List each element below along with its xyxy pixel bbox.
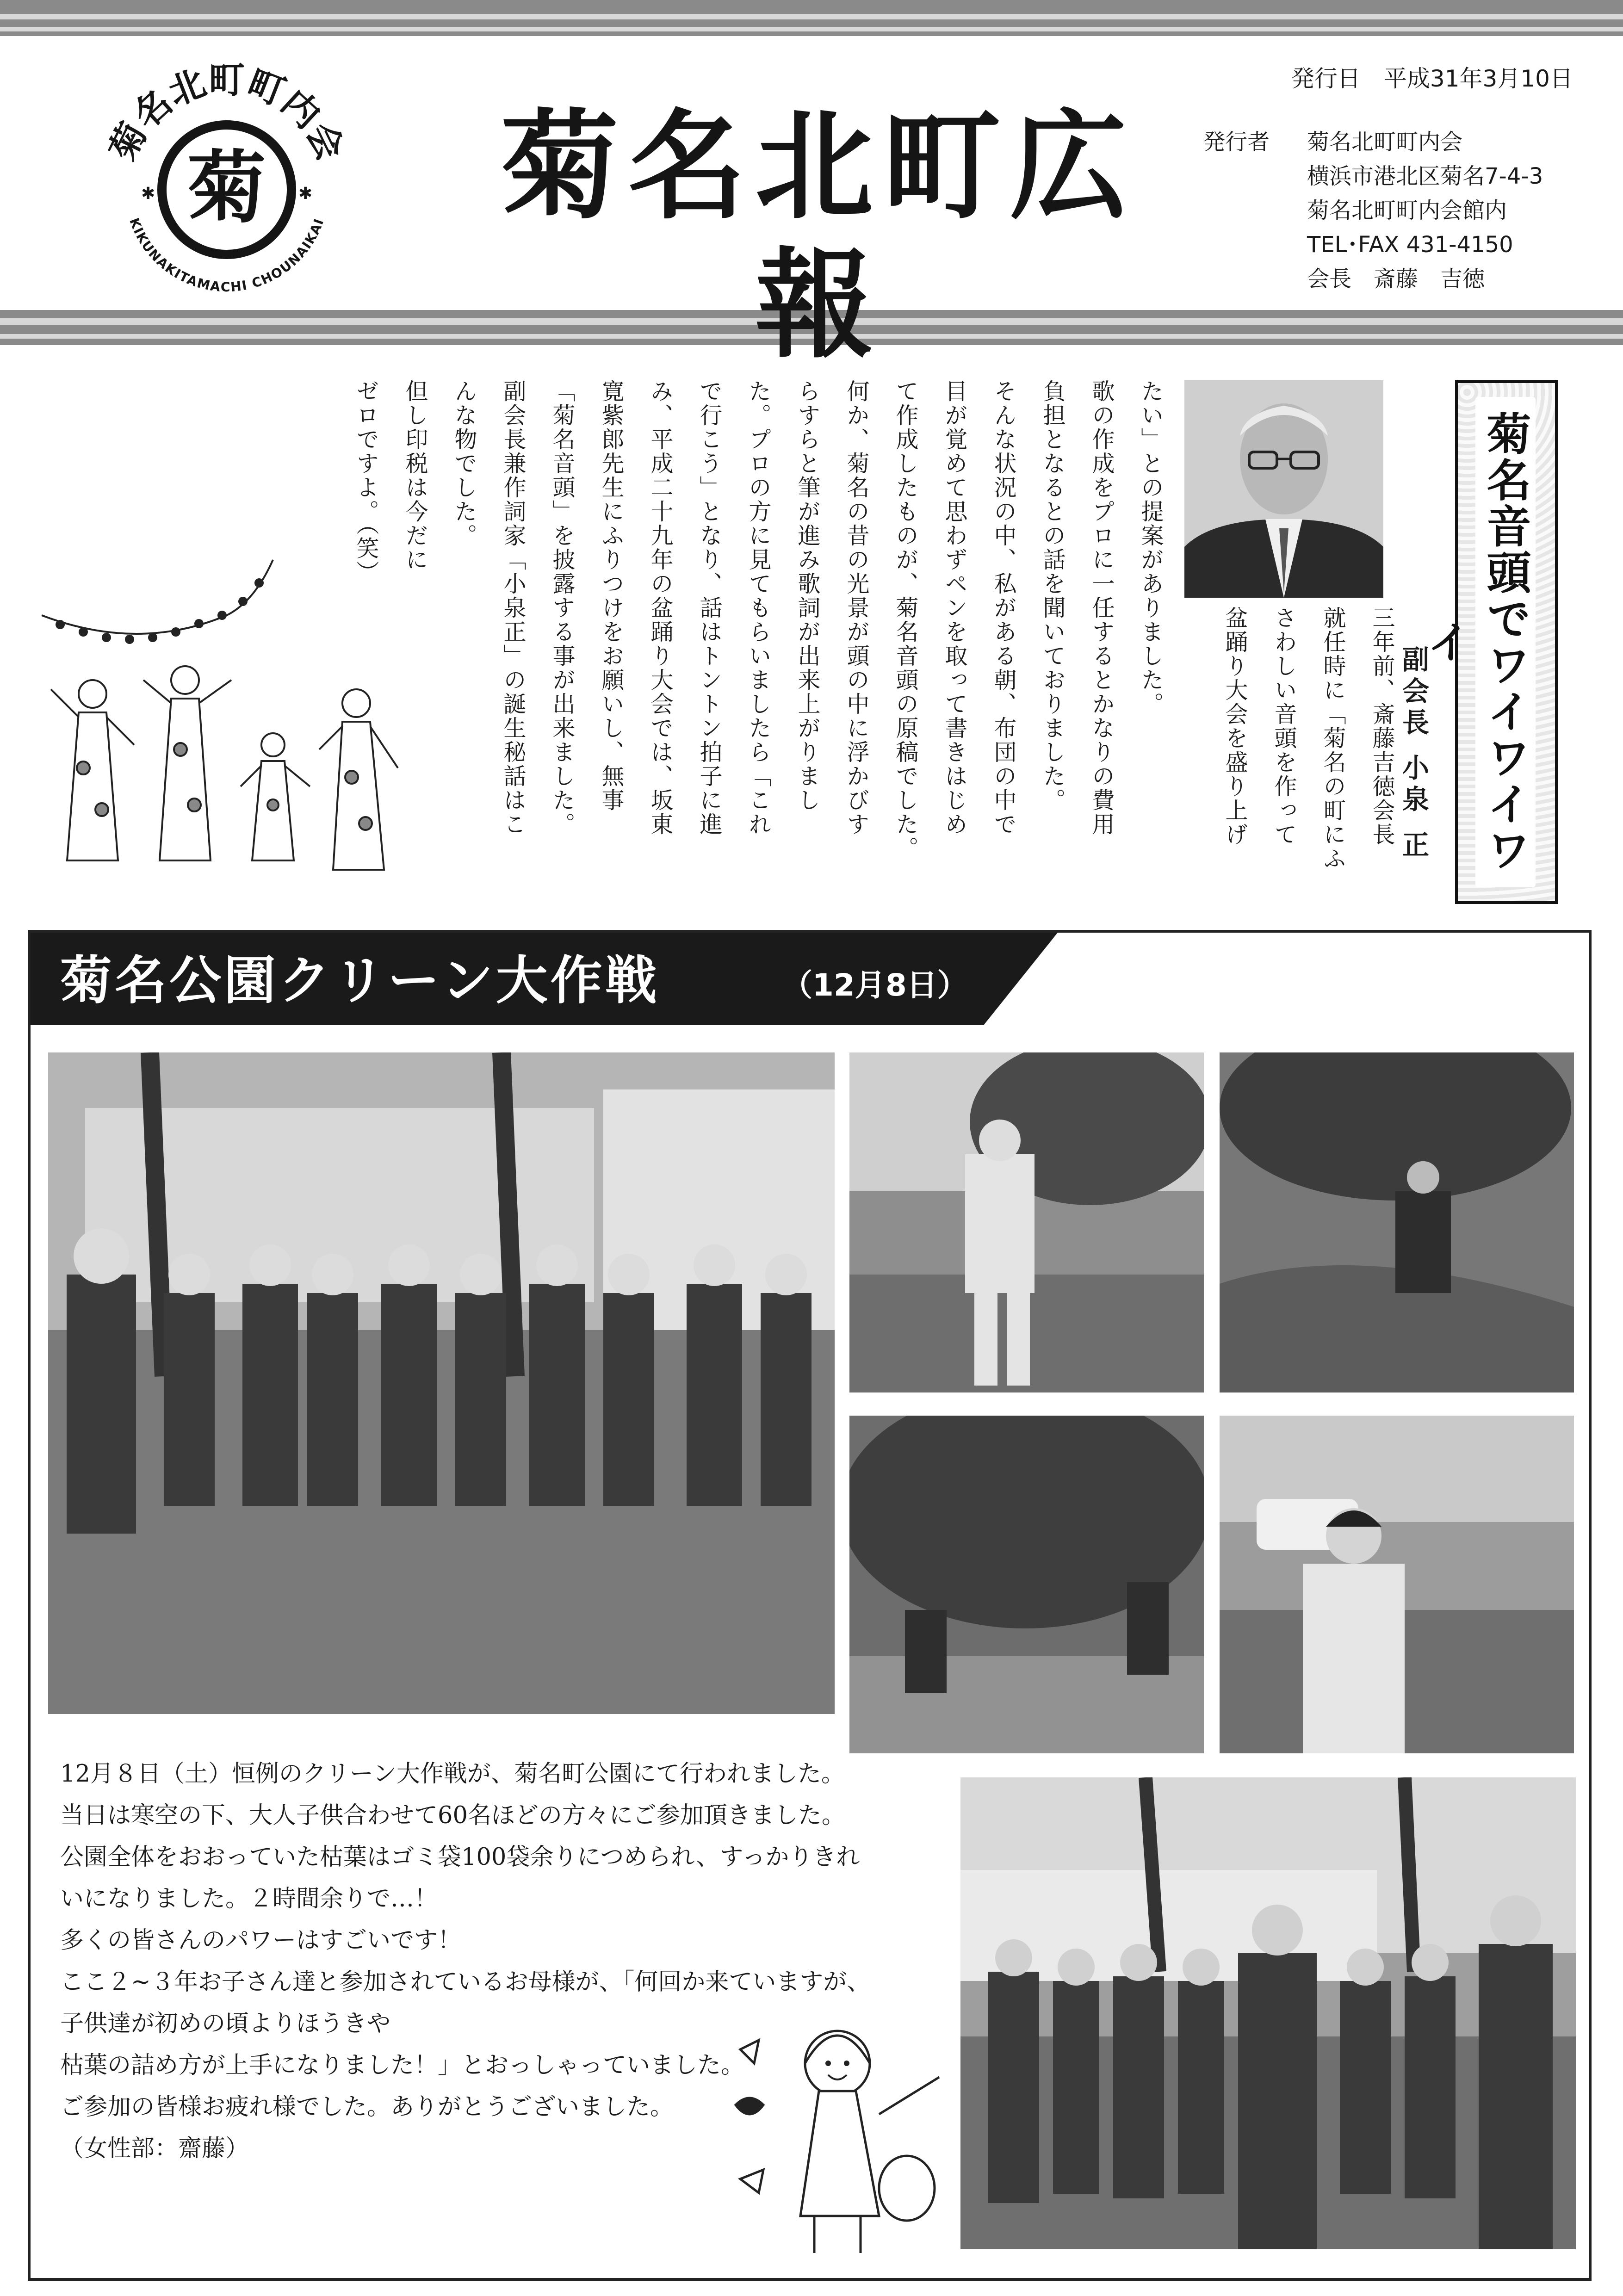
svg-text:✱: ✱ [298, 184, 313, 203]
article-column: 目が覚めて思わずペンを取って書きはじめ [942, 379, 968, 836]
publisher-line: TEL･FAX 431-4150 [1307, 232, 1513, 258]
article-column: 何か、菊名の昔の光景が頭の中に浮かびす [843, 379, 870, 836]
article-column: 歌の作成をプロに一任するとかなりの費用 [1089, 379, 1115, 836]
cleanup-photo-group-listening [960, 1777, 1576, 2249]
cleanup-photo-woman-smiling [1220, 1416, 1574, 1753]
report-line: いになりました。２時間余りで…！ [60, 1885, 438, 1912]
article-column: 負担となるとの話を聞いておりました。 [1040, 379, 1066, 812]
article-column: 「菊名音頭」を披露する事が出来ました。 [549, 379, 576, 836]
report-line: ご参加の皆様お疲れ様でした。ありがとうございました。 [60, 2093, 674, 2121]
report-line: 子供達が初めの頃よりほうきや [60, 2010, 391, 2037]
logo-name-jp: 菊名北町町内会 [101, 59, 352, 167]
cleanup-photo-bushes [849, 1416, 1204, 1753]
intro-column: 三年前、斎藤吉徳会長 [1369, 606, 1395, 847]
publication-date: 発行日 平成31年3月10日 [1291, 65, 1573, 92]
header-stripe-top-3 [0, 19, 1623, 27]
publisher-line: 菊名北町町内会 [1307, 129, 1463, 155]
svg-text:✱: ✱ [141, 184, 155, 203]
logo-name-en: KIKUNAKITAMACHI CHOUNAIKAI [126, 216, 327, 295]
header-stripe-top-1 [0, 0, 1623, 14]
dancers-illustration [32, 527, 412, 911]
publisher-line: 会長 斎藤 吉徳 [1307, 266, 1485, 292]
header-stripe-top-4 [0, 27, 1623, 31]
report-line: 公園全体をおおっていた枯葉はゴミ袋100袋余りにつめられ、すっかりきれ [60, 1844, 860, 1871]
article-banner [1419, 380, 1558, 904]
report-line: 12月８日（土）恒例のクリーン大作戦が、菊名町公園にて行われました。 [60, 1760, 845, 1788]
article-column: 但し印税は今だに [402, 379, 428, 572]
publisher-line: 横浜市港北区菊名7-4-3 [1307, 163, 1543, 189]
article-column: らすらと筆が進み歌詞が出来上がりまし [794, 379, 821, 812]
article-banner-title: 菊名音頭でワイワイワイ [1475, 397, 1536, 887]
cleanup-section-date: （12月8日） [782, 967, 968, 1003]
header-stripe-top-2 [0, 14, 1623, 19]
article-author: 副会長 小泉 正 [1398, 645, 1429, 862]
article-column: たい」との提案がありました。 [1138, 379, 1164, 716]
report-line: （女性部：齋藤） [60, 2135, 249, 2162]
publisher-info [1203, 125, 1582, 301]
article-column: み、平成二十九年の盆踊り大会では、坂東 [647, 379, 674, 836]
publisher-details [1307, 125, 1585, 296]
article-column: んな物でした。 [451, 379, 477, 548]
article-column: 副会長兼作詞家「小泉正」の誕生秘話はこ [500, 379, 527, 836]
logo-emblem: 菊 [187, 142, 266, 234]
publisher-label: 発行者 [1203, 129, 1270, 155]
association-logo [97, 51, 356, 310]
report-line: 当日は寒空の下、大人子供合わせて60名ほどの方々にご参加頂きました。 [60, 1802, 845, 1829]
article-intro [1184, 606, 1406, 874]
cleanup-group-photo [48, 1052, 835, 1714]
cleanup-photo-path-sweeping [1220, 1052, 1574, 1392]
newsletter-title: 菊名北町広報 [501, 97, 1137, 374]
publisher-line: 菊名北町町内会館内 [1307, 198, 1507, 223]
article-column: ゼロですよ。（笑） [353, 379, 379, 585]
author-portrait-photo [1184, 380, 1383, 598]
article-column: で行こう」となり、話はトントン拍子に進 [696, 379, 723, 836]
header-stripe-top-5 [0, 31, 1623, 36]
intro-column: 盆踊り大会を盛り上げ [1222, 606, 1248, 847]
report-line: 多くの皆さんのパワーはすごいです！ [60, 1927, 462, 1954]
article-column: 寛紫郎先生にふりつけをお願いし、無事 [598, 379, 625, 812]
article-column: そんな状況の中、私がある朝、布団の中で [991, 379, 1017, 836]
article-column: た。プロの方に見てもらいましたら「これ [745, 379, 772, 836]
cleanup-report-text [60, 1753, 962, 2258]
report-line: 枯葉の詰め方が上手になりました！」とおっしゃっていました。 [60, 2052, 745, 2079]
intro-column: 就任時に「菊名の町にふ [1320, 606, 1346, 871]
report-line: ここ２~３年お子さん達と参加されているお母様が、「何回か来ていますが、 [60, 1968, 871, 1996]
intro-column: さわしい音頭を作って [1271, 606, 1297, 847]
cleanup-photo-man-with-tool [849, 1052, 1204, 1392]
article-column: て作成したものが、菊名音頭の原稿でした。 [892, 379, 919, 860]
cleanup-section-title: 菊名公園クリーン大作戦 [60, 951, 660, 1011]
